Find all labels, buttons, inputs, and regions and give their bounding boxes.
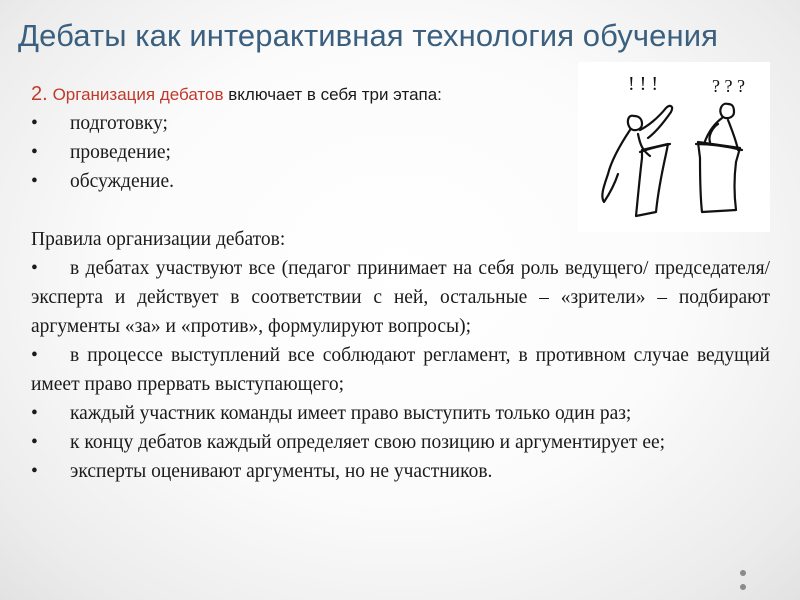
dot [740,584,746,590]
rule-item [31,428,770,457]
stage-text: обсуждение. [70,171,175,192]
intro-highlight: Организация дебатов [52,85,224,104]
bullet-marker: • [31,258,38,279]
decorative-dots [737,570,749,592]
section-number: 2. [31,83,48,105]
intro-text: включает в себя три этапа: [223,85,442,104]
rule-text: эксперты оценивают аргументы, но не участников. [70,461,493,482]
rule-item [31,254,770,341]
right-podium [698,142,740,212]
bullet-marker: • [31,142,38,163]
right-speaker-head [720,104,734,118]
rule-item [31,341,770,399]
bullet-marker: • [31,461,38,482]
right-speaker-arm [709,124,718,142]
dot [740,570,746,576]
debaters-drawing [578,62,770,232]
rule-text: в процессе выступлений все соблюдают регламент, в противном случае ведущий имеет право прервать выступающего; [31,345,770,395]
bullet-marker: • [31,432,38,453]
debate-illustration [578,62,770,232]
rule-item [31,457,770,486]
stage-text: проведение; [70,142,171,163]
bullet-marker: • [31,113,38,134]
rule-text: в дебатах участвуют все (педагог принимает на себя роль ведущего/ председателя/ эксперта и действует в соответствии с ней, остальные – «зрители» – подбирают аргументы «за» и «против», формулируют вопросы); [31,258,770,337]
bullet-marker: • [31,171,38,192]
rule-text: к концу дебатов каждый определяет свою позицию и аргументирует ее; [70,432,666,453]
left-podium [636,144,668,216]
bullet-marker: • [31,403,38,424]
rule-text: каждый участник команды имеет право выступить только один раз; [70,403,632,424]
left-speaker-body [602,130,630,202]
left-speaker-head [628,116,642,130]
bullet-marker: • [31,345,38,366]
rules-heading: Правила организации дебатов: [31,229,286,250]
stage-text: подготовку; [70,113,168,134]
left-podium-top [640,144,670,152]
right-speaker-marks: ? ? ? [712,76,745,96]
left-speaker-arm [640,106,672,138]
left-speaker-marks: ! ! ! [628,73,658,95]
slide-title: Дебаты как интерактивная технология обучения [18,18,719,53]
rule-item [31,399,770,428]
